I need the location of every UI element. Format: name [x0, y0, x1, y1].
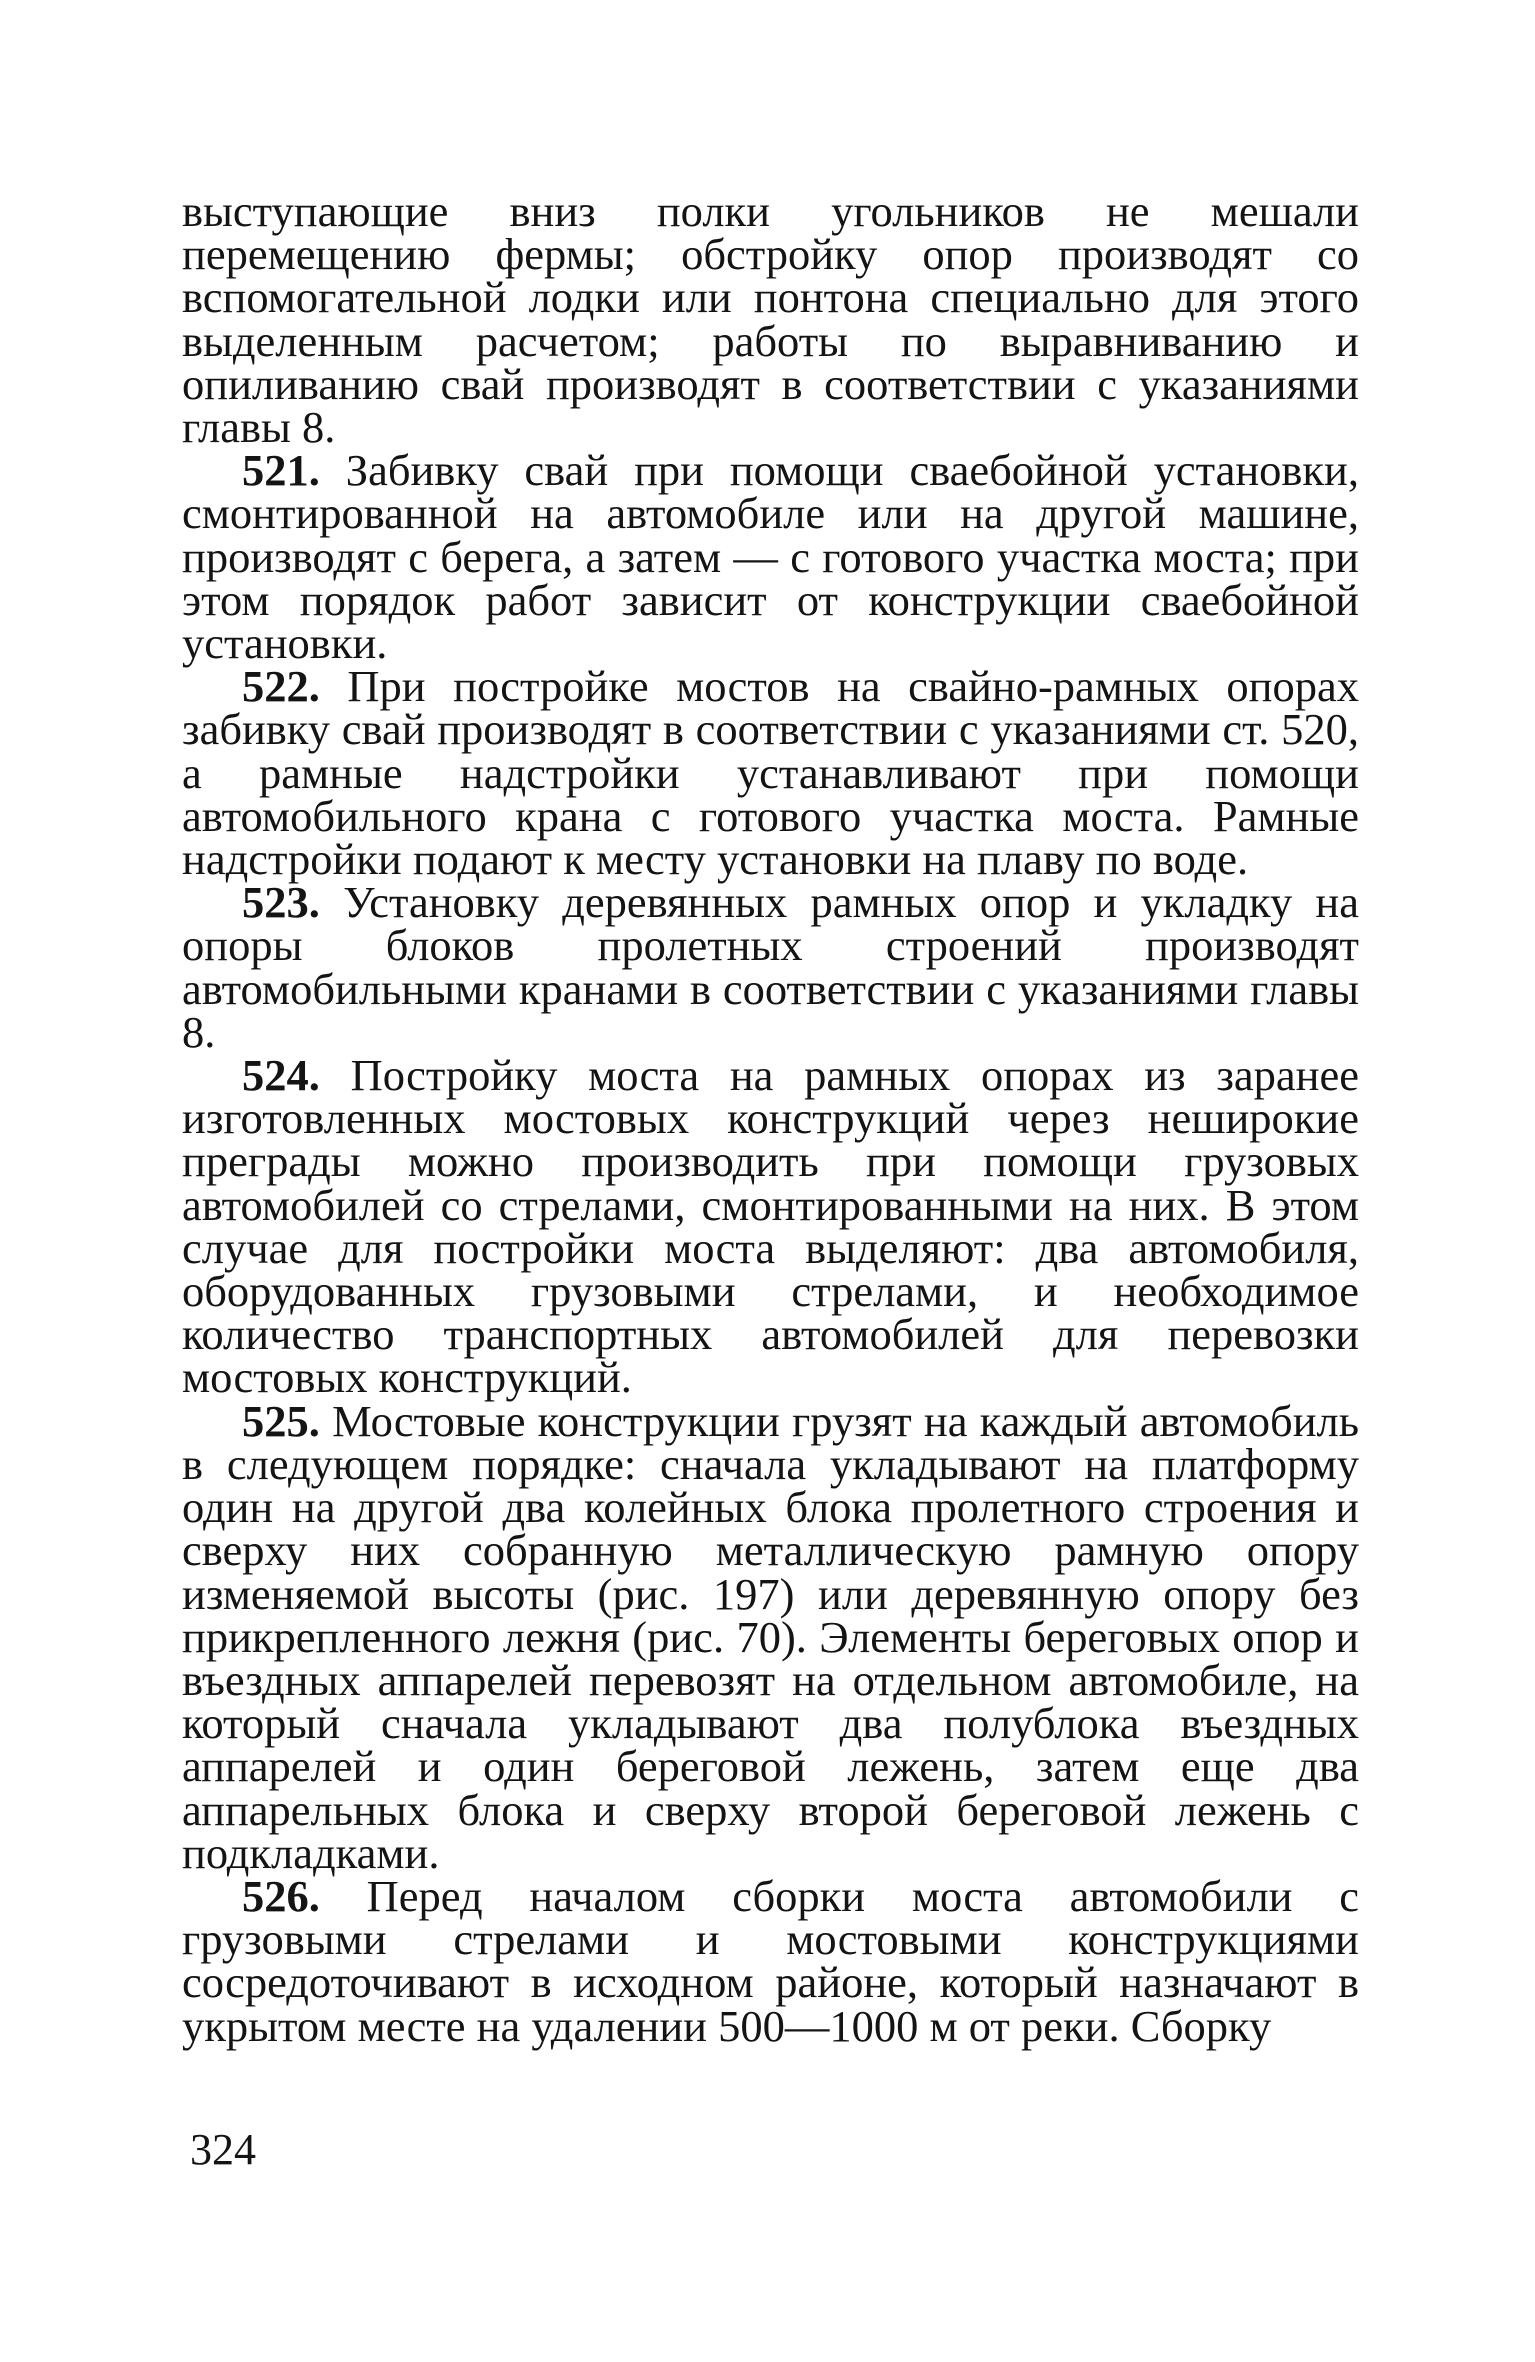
paragraph-number: 525. — [242, 1395, 320, 1446]
paragraph-text: Установку деревянных рамных опор и укладку на опоры блоков пролетных строений производят автомобильными кранами в соответствии с указаниями главы 8. — [182, 877, 1359, 1057]
paragraph-number: 521. — [242, 445, 320, 496]
paragraph-number: 522. — [242, 661, 320, 712]
page-body — [182, 186, 1360, 2051]
paragraph-523 — [182, 877, 1359, 1057]
page-number: 324 — [190, 2125, 256, 2174]
paragraph-continuation — [182, 186, 1359, 453]
paragraph-number: 526. — [242, 1870, 320, 1921]
paragraph-text: Перед началом сборки моста автомобили с грузовыми стрелами и мостовыми конструкциями сосредоточивают в исходном районе, который назначают в укрытом месте на удалении 500—1000 м от реки. Сборку — [182, 1870, 1359, 2051]
paragraph-522 — [182, 661, 1360, 885]
paragraph-text: Забивку свай при помощи сваебойной установки, смонтированной на автомобиле или на другой машине, производят с берега, а затем — с готового участка моста; при этом порядок работ зависит от конструкции сваебойной установки. — [182, 445, 1359, 669]
paragraph-525 — [182, 1395, 1360, 1878]
paragraph-number: 523. — [242, 877, 320, 928]
paragraph-text: Постройку моста на рамных опорах из заранее изготовленных мостовых конструкций через неширокие преграды можно производить при помощи грузовых автомобилей со стрелами, смонтированными на них. В этом случае для постройки моста выделяют: два автомобиля, оборудованных грузовыми стрелами, и необходимое количество транспортных автомобилей для перевозки мостовых конструкций. — [182, 1050, 1359, 1403]
paragraph-text: Мостовые конструкции грузят на каждый автомобиль в следующем порядке: сначала укладывают на платформу один на другой два колейных блока пролетного строения и сверху них собранную металлическую рамную опору изменяемой высоты (рис. 197) или деревянную опору без прикрепленного лежня (рис. 70). Элементы береговых опор и въездных аппарелей перевозят на отдельном автомобиле, на который сначала укладывают два полублока въездных аппарелей и один береговой лежень, затем еще два аппарельных блока и сверху второй береговой лежень с подкладками. — [182, 1395, 1360, 1878]
paragraph-521 — [182, 445, 1359, 669]
paragraph-number: 524. — [242, 1050, 320, 1101]
paragraph-526 — [182, 1870, 1359, 2051]
paragraph-text: выступающие вниз полки угольников не мешали перемещению фермы; обстройку опор производят со вспомогательной лодки или понтона специально для этого выделенным расчетом; работы по выравниванию и опиливанию свай производят в соответствии с указаниями главы 8. — [182, 186, 1359, 453]
paragraph-text: При постройке мостов на свайно-рамных опорах забивку свай производят в соответствии с указаниями ст. 520, а рамные надстройки устанавливают при помощи автомобильного крана с готового участка моста. Рамные надстройки подают к месту установки на плаву по воде. — [182, 661, 1360, 885]
paragraph-524 — [182, 1050, 1359, 1403]
